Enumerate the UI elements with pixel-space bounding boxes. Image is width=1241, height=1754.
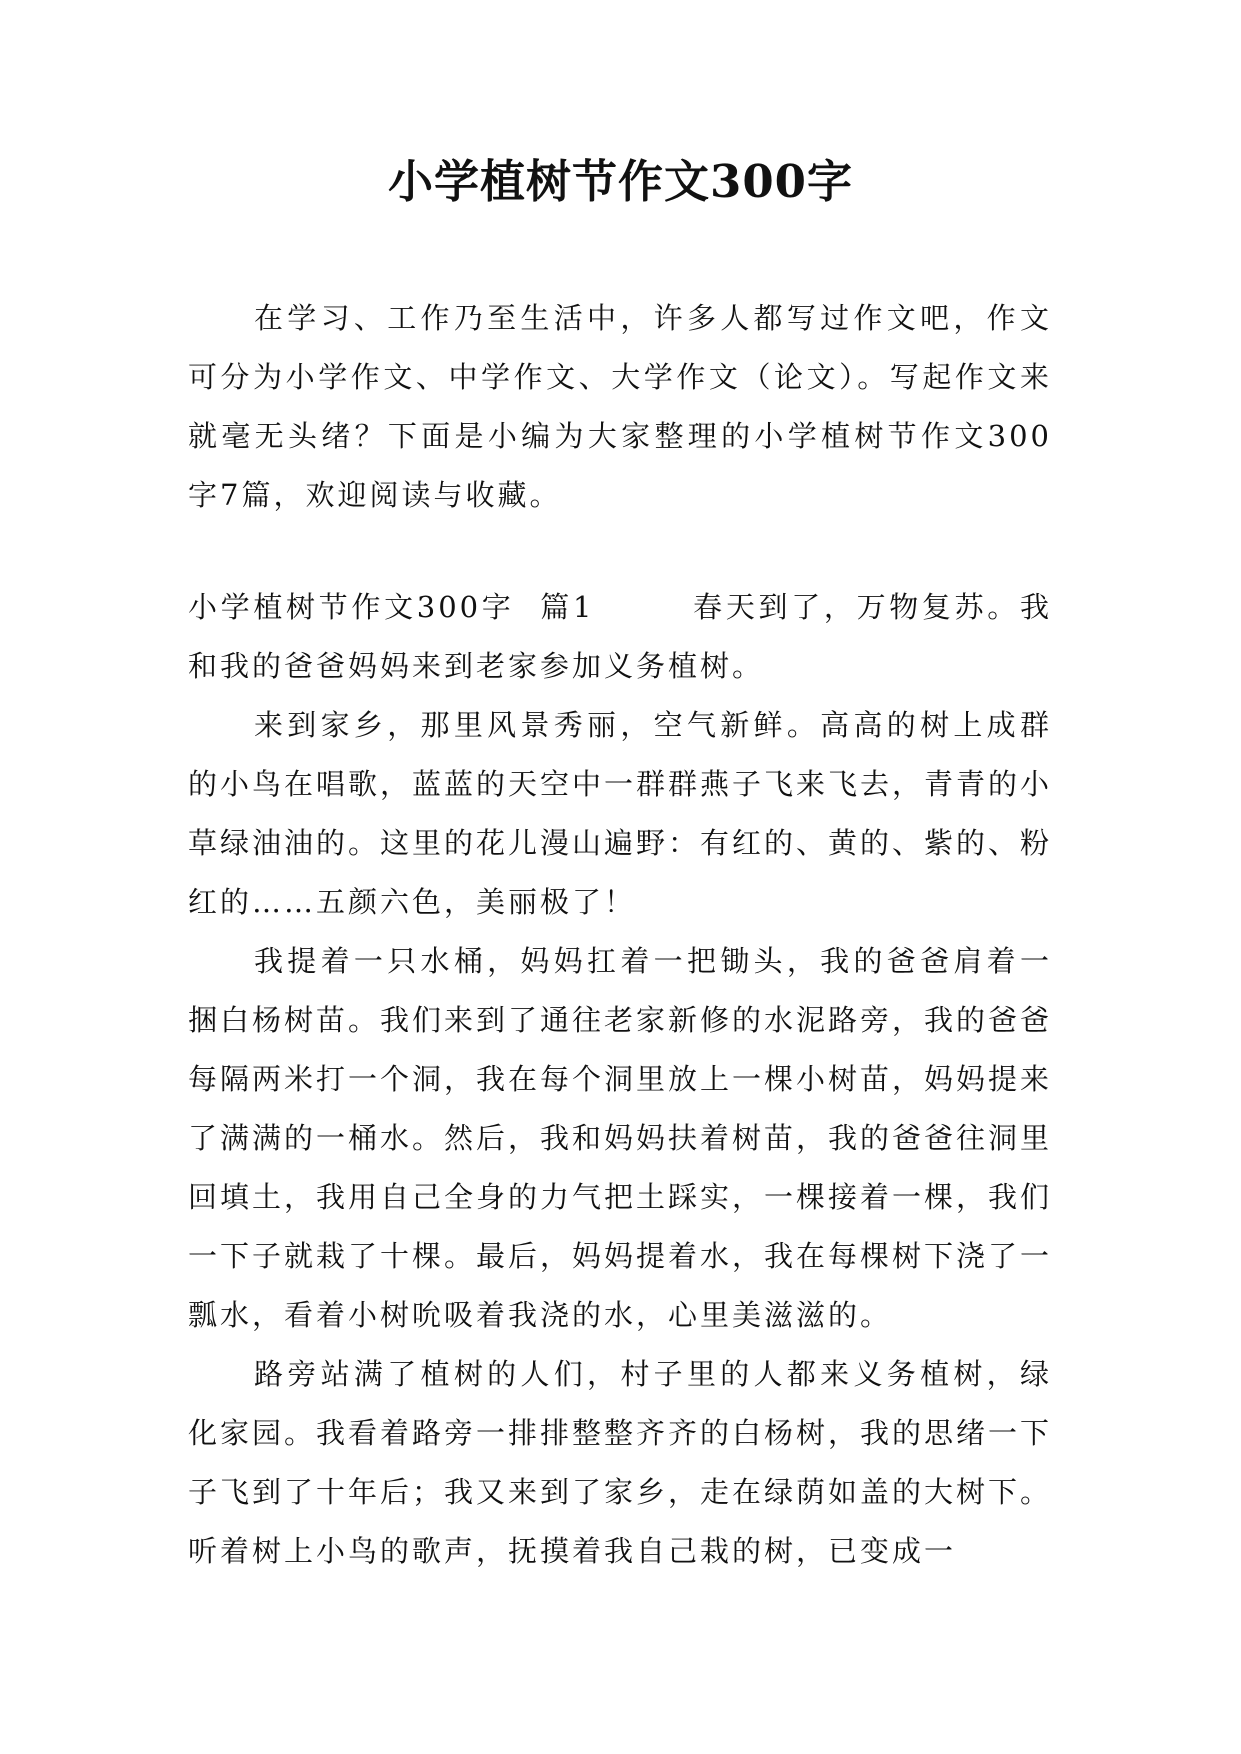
essay-opening-paragraph xyxy=(188,578,1052,696)
heading-gap xyxy=(594,590,693,624)
essay-section xyxy=(188,578,1052,1581)
essay-paragraph: 我提着一只水桶，妈妈扛着一把锄头，我的爸爸肩着一捆白杨树苗。我们来到了通往老家新修的水泥路旁，我的爸爸每隔两米打一个洞，我在每个洞里放上一棵小树苗，妈妈提来了满满的一桶水。然后，我和妈妈扶着树苗，我的爸爸往洞里回填土，我用自己全身的力气把土踩实，一棵接着一棵，我们一下子就栽了十棵。最后，妈妈提着水，我在每棵树下浇了一瓢水，看着小树吮吸着我浇的水，心里美滋滋的。 xyxy=(188,944,1053,1332)
essay-heading: 小学植树节作文300字 篇1 xyxy=(188,590,595,624)
document-title: 小学植树节作文300字 xyxy=(388,155,853,208)
intro-paragraph: 在学习、工作乃至生活中，许多人都写过作文吧，作文可分为小学作文、中学作文、大学作文（论文）。写起作文来就毫无头绪？下面是小编为大家整理的小学植树节作文300字7篇，欢迎阅读与收藏。 xyxy=(188,301,1052,512)
essay-paragraph: 来到家乡，那里风景秀丽，空气新鲜。高高的树上成群的小鸟在唱歌，蓝蓝的天空中一群群燕子飞来飞去，青青的小草绿油油的。这里的花儿漫山遍野：有红的、黄的、紫的、粉红的……五颜六色，美丽极了！ xyxy=(188,708,1053,919)
intro-section xyxy=(188,289,1052,525)
essay-paragraph: 路旁站满了植树的人们，村子里的人都来义务植树，绿化家园。我看着路旁一排排整整齐齐的白杨树，我的思绪一下子飞到了十年后；我又来到了家乡，走在绿荫如盖的大树下。听着树上小鸟的歌声，抚摸着我自己栽的树，已变成一 xyxy=(188,1357,1053,1568)
essay-first-sentence: 春天到了，万物复苏。我和我的爸爸妈妈来到老家参加义务植树。 xyxy=(188,590,1052,683)
